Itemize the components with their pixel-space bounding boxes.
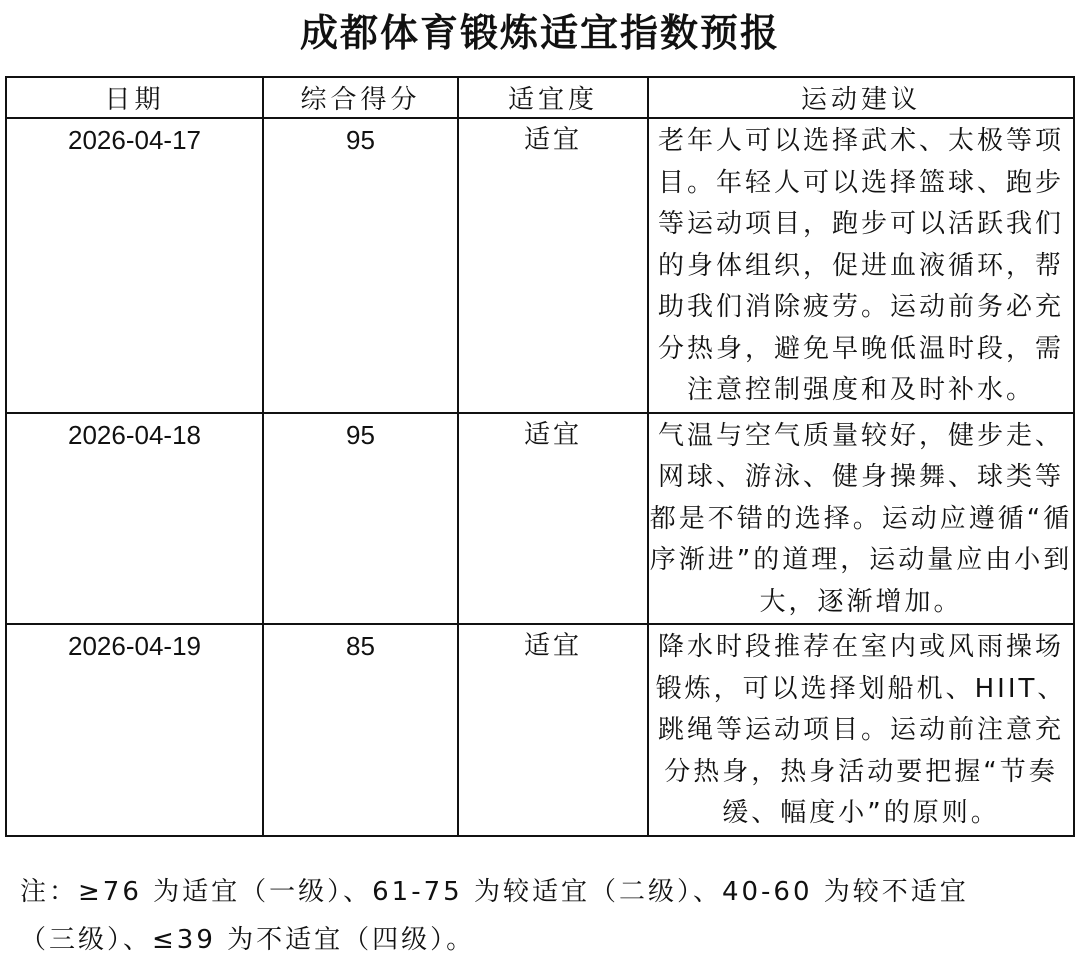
table-row [6,118,1074,413]
date-cell: 2026-04-18 [6,413,263,625]
advice-cell: 老年人可以选择武术、太极等项目。年轻人可以选择篮球、跑步等运动项目，跑步可以活跃我们的身体组织，促进血液循环，帮助我们消除疲劳。运动前务必充分热身，避免早晚低温时段，需注意控制强度和及时补水。 [648,118,1074,413]
score-cell: 95 [263,413,458,625]
footnote: 注：≥76 为适宜（一级）、61-75 为较适宜（二级）、40-60 为较不适宜（三级）、≤39 为不适宜（四级）。 [20,877,969,955]
column-header-advice: 运动建议 [648,77,1074,118]
date-cell: 2026-04-19 [6,624,263,836]
page-title: 成都体育锻炼适宜指数预报 [299,11,780,55]
level-cell: 适宜 [458,624,648,836]
column-header-level: 适宜度 [458,77,648,118]
advice-cell: 气温与空气质量较好，健步走、网球、游泳、健身操舞、球类等都是不错的选择。运动应遵循“循序渐进”的道理，运动量应由小到大，逐渐增加。 [648,413,1074,625]
score-cell: 85 [263,624,458,836]
advice-cell: 降水时段推荐在室内或风雨操场锻炼，可以选择划船机、HIIT、跳绳等运动项目。运动前注意充分热身，热身活动要把握“节奏缓、幅度小”的原则。 [648,624,1074,836]
date-cell: 2026-04-17 [6,118,263,413]
column-header-score: 综合得分 [263,77,458,118]
forecast-table [5,76,1075,837]
level-cell: 适宜 [458,413,648,625]
table-header-row [6,77,1074,118]
table-row [6,413,1074,625]
table-row [6,624,1074,836]
score-cell: 95 [263,118,458,413]
level-cell: 适宜 [458,118,648,413]
column-header-date: 日期 [6,77,263,118]
